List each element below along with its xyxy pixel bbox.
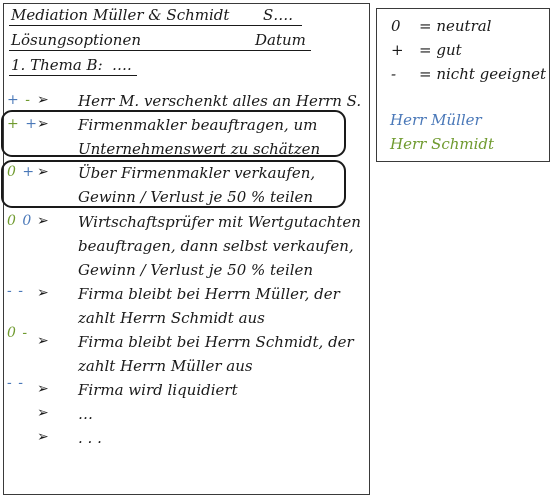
bullet-arrow-icon: ➢ [37, 429, 49, 445]
option-text-8: … [78, 405, 93, 423]
legend-row-good: + = gut [391, 41, 462, 59]
bullet-arrow-icon: ➢ [37, 213, 49, 229]
option-text-1: Herr M. verschenkt alles an Herrn S. [78, 92, 362, 110]
bullet-arrow-icon: ➢ [37, 92, 49, 108]
bullet-arrow-icon: ➢ [37, 285, 49, 301]
legend-party-mueller: Herr Müller [390, 111, 482, 129]
title-underline [9, 25, 302, 26]
rating-marks: 0 + [7, 164, 36, 180]
bullet-arrow-icon: ➢ [37, 381, 49, 397]
page-number: S…. [263, 6, 294, 24]
bullet-arrow-icon: ➢ [37, 333, 49, 349]
rating-marks: 0 - [7, 325, 29, 341]
option-text-7: Firma wird liquidiert [78, 381, 238, 399]
legend-row-neutral: 0 = neutral [391, 17, 492, 35]
subtitle: Lösungsoptionen [11, 31, 141, 49]
option-text-3: Über Firmenmakler verkaufen, Gewinn / Verlust je 50 % teilen [78, 164, 316, 206]
topic-dots: …. [112, 56, 132, 74]
subtitle-underline [9, 50, 311, 51]
bullet-arrow-icon: ➢ [37, 164, 49, 180]
rating-marks: + + [7, 116, 38, 132]
option-text-9: . . . [78, 429, 102, 447]
option-text-2: Firmenmakler beauftragen, um Unternehmenswert zu schätzen [78, 116, 321, 158]
topic-label: 1. Thema B: [11, 56, 103, 74]
rating-marks: - - [7, 375, 24, 391]
legend-party-schmidt: Herr Schmidt [390, 135, 495, 153]
option-text-4: Wirtschaftsprüfer mit Wertgutachten beauftragen, dann selbst verkaufen, Gewinn / Verlust je 50 % teilen [78, 213, 361, 279]
rating-marks: 0 0 [7, 213, 33, 229]
option-text-6: Firma bleibt bei Herrn Schmidt, der zahlt Herrn Müller aus [78, 333, 354, 375]
date-label: Datum [255, 31, 306, 49]
rating-marks: - - [7, 283, 24, 299]
legend-row-unsuitable: - = nicht geeignet [391, 65, 546, 83]
bullet-arrow-icon: ➢ [37, 116, 49, 132]
rating-marks: + - [7, 92, 31, 108]
document-title: Mediation Müller & Schmidt [11, 6, 230, 24]
topic-underline [9, 75, 137, 76]
bullet-arrow-icon: ➢ [37, 405, 49, 421]
option-text-5: Firma bleibt bei Herrn Müller, der zahlt Herrn Schmidt aus [78, 285, 340, 327]
